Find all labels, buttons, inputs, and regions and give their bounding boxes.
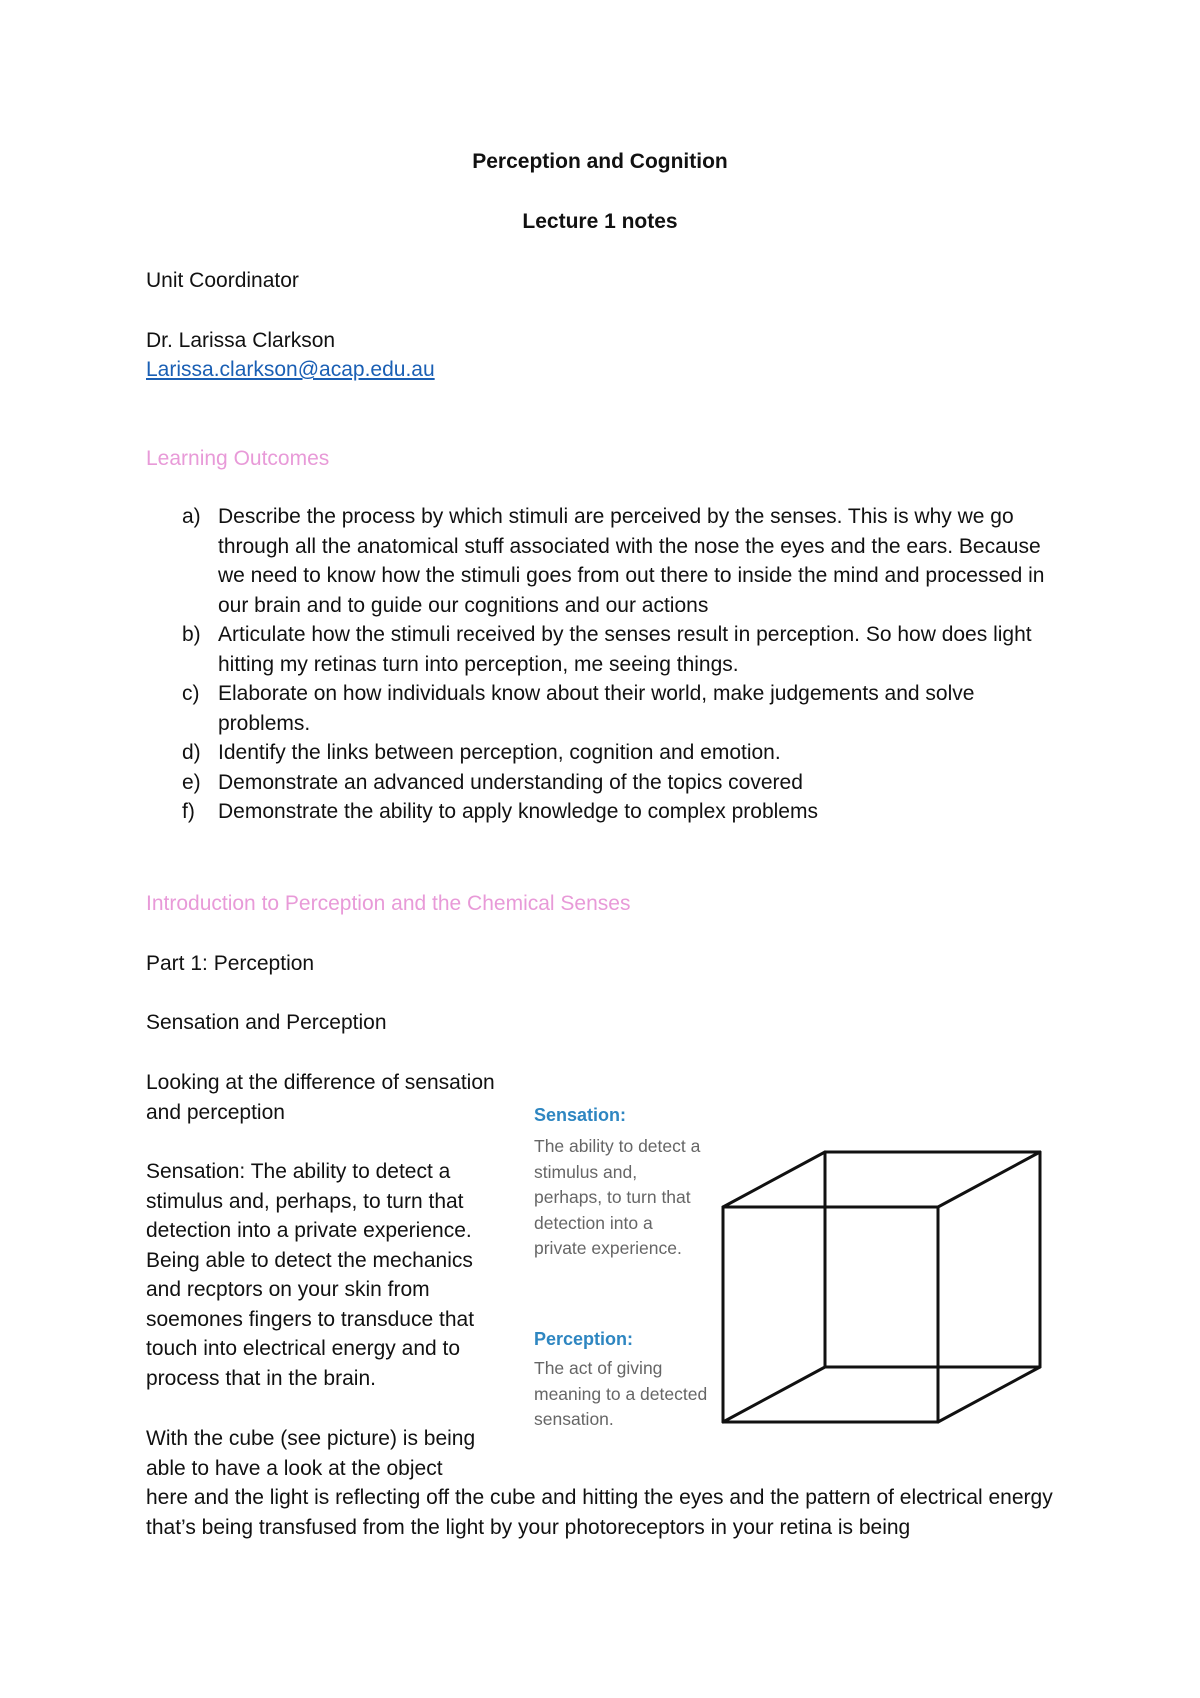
- list-marker: d): [182, 741, 201, 764]
- document-subtitle: Lecture 1 notes: [522, 210, 678, 233]
- figure-perception-text: The act of giving meaning to a detected sensation.: [534, 1358, 708, 1429]
- sensation-perception-figure: [532, 1100, 1052, 1430]
- list-marker: b): [182, 623, 201, 646]
- learning-outcomes-list: [146, 502, 1066, 827]
- figure-perception-heading: Perception:: [534, 1329, 634, 1349]
- document-title: Perception and Cognition: [472, 150, 728, 173]
- paragraph-sensation: Sensation: The ability to detect a stimulus and, perhaps, to turn that detection into a private experience. Being able to detect the mechanics and recptors on your skin from soemones fingers to transduce that touch into electrical energy and to process that in the brain.: [146, 1160, 475, 1390]
- list-item-text: Elaborate on how individuals know about their world, make judgements and solve problems.: [218, 682, 975, 735]
- paragraph-cube-continued: here and the light is reflecting off the cube and hitting the eyes and the pattern of electrical energy that’s being transfused from the light by your photoreceptors in your retina is being: [146, 1486, 1053, 1539]
- paragraph-cube-start: With the cube (see picture) is being able to have a look at the object: [146, 1427, 476, 1480]
- figure-sensation-text: The ability to detect a stimulus and, perhaps, to turn that detection into a private experience.: [534, 1136, 701, 1258]
- list-item-text: Identify the links between perception, cognition and emotion.: [218, 741, 781, 764]
- list-marker: e): [182, 770, 201, 794]
- section-heading: Introduction to Perception and the Chemical Senses: [146, 892, 631, 915]
- list-item-text: Describe the process by which stimuli are perceived by the senses. This is why we go through all the anatomical stuff associated with the nose the eyes and the ears. Because we need to know how the stimuli goes from out there to inside the mind and processed in our brain and to guide our cognitions and our actions: [218, 505, 1045, 617]
- list-item: [146, 620, 1066, 679]
- list-item-text: Demonstrate an advanced understanding of the topics covered: [218, 770, 803, 794]
- list-marker: a): [182, 505, 201, 528]
- coordinator-label: Unit Coordinator: [146, 269, 299, 292]
- cube-back-face: [825, 1152, 1040, 1367]
- list-item: [146, 738, 1066, 768]
- cube-edge-top-left: [723, 1152, 825, 1207]
- list-marker: c): [182, 682, 200, 705]
- cube-edge-top-right: [938, 1152, 1040, 1207]
- figure-sensation-heading: Sensation:: [534, 1105, 627, 1125]
- coordinator-name: Dr. Larissa Clarkson: [146, 329, 336, 352]
- list-item: [146, 797, 1066, 827]
- list-item: [146, 679, 1066, 738]
- subheading: Sensation and Perception: [146, 1011, 387, 1034]
- list-item-text: Demonstrate the ability to apply knowledge to complex problems: [218, 800, 818, 823]
- list-item: [146, 768, 1066, 798]
- coordinator-email-link[interactable]: Larissa.clarkson@acap.edu.au: [146, 358, 435, 381]
- paragraph-intro: Looking at the difference of sensation and perception: [146, 1071, 495, 1124]
- list-marker: f): [182, 800, 195, 823]
- list-item: [146, 502, 1066, 620]
- part-heading: Part 1: Perception: [146, 952, 315, 975]
- list-item-text: Articulate how the stimuli received by the senses result in perception. So how does light hitting my retinas turn into perception, me seeing things.: [218, 623, 1032, 676]
- cube-edge-bottom-left: [723, 1367, 825, 1422]
- cube-front-face: [723, 1207, 938, 1422]
- learning-outcomes-heading: Learning Outcomes: [146, 447, 330, 470]
- wireframe-cube: [712, 1146, 1052, 1426]
- cube-edge-bottom-right: [938, 1367, 1040, 1422]
